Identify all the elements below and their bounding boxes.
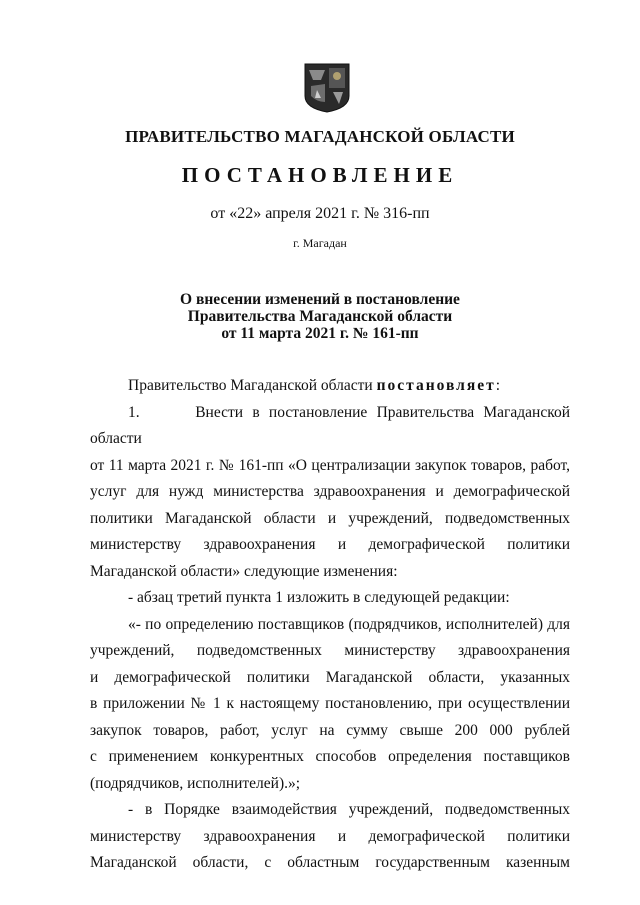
intro-verb: постановляет bbox=[376, 377, 496, 394]
quote-line: с применением конкурентных способов определения поставщиков bbox=[90, 748, 570, 765]
item-1-number: 1. bbox=[128, 403, 140, 421]
intro-paragraph bbox=[90, 373, 570, 400]
quote-line: и демографической политики Магаданской области, указанных bbox=[90, 668, 570, 686]
bullet-2-line: - в Порядке взаимодействия учреждений, подведомственных bbox=[128, 801, 570, 818]
item-1-line: политики Магаданской области и учреждений, подведомственных bbox=[90, 509, 570, 527]
bullet-2-paragraph bbox=[90, 797, 570, 877]
subject-line: О внесении изменений в постановление bbox=[180, 291, 460, 308]
quote-line: закупок товаров, работ, услуг на сумму свыше 200 000 рублей bbox=[90, 721, 570, 739]
bullet-1: - абзац третий пункта 1 изложить в следующей редакции: bbox=[128, 589, 510, 606]
item-1-line: министерству здравоохранения и демографической политики bbox=[90, 536, 570, 553]
document-city: г. Магадан bbox=[293, 236, 347, 250]
intro-prefix: Правительство Магаданской области bbox=[128, 377, 377, 394]
item-1-paragraph bbox=[90, 400, 570, 586]
item-1-line: Магаданской области» следующие изменения: bbox=[90, 562, 398, 580]
quoted-paragraph bbox=[90, 612, 570, 798]
bullet-2-line: министерству здравоохранения и демографической политики bbox=[90, 827, 570, 845]
intro-suffix: : bbox=[495, 377, 501, 394]
quote-line: в приложении № 1 к настоящему постановлению, при осуществлении bbox=[90, 695, 570, 712]
quote-line: «- по определению поставщиков (подрядчиков, исполнителей) для bbox=[128, 615, 570, 633]
document-subject bbox=[0, 291, 640, 342]
item-1-line: услуг для нужд министерства здравоохранения и демографической bbox=[90, 483, 570, 500]
document-date-number: от «22» апреля 2021 г. № 316-пп bbox=[210, 205, 430, 222]
document-type: ПОСТАНОВЛЕНИЕ bbox=[181, 163, 459, 187]
document-body bbox=[90, 373, 570, 877]
quote-line: учреждений, подведомственных министерству здравоохранения bbox=[90, 642, 570, 659]
coat-of-arms-icon bbox=[303, 62, 351, 114]
subject-line: Правительства Магаданской области bbox=[187, 308, 453, 325]
subject-line: от 11 марта 2021 г. № 161-пп bbox=[221, 325, 419, 342]
item-1-line: от 11 марта 2021 г. № 161-пп «О централизации закупок товаров, работ, bbox=[90, 456, 570, 474]
quote-line: (подрядчиков, исполнителей).»; bbox=[90, 774, 301, 792]
government-title: ПРАВИТЕЛЬСТВО МАГАДАНСКОЙ ОБЛАСТИ bbox=[125, 127, 515, 146]
bullet-2-line: Магаданской области, с областным государственным казенным bbox=[90, 854, 570, 871]
item-1-first-line: 1. Внести в постановление Правительства Магаданской области bbox=[90, 403, 571, 447]
